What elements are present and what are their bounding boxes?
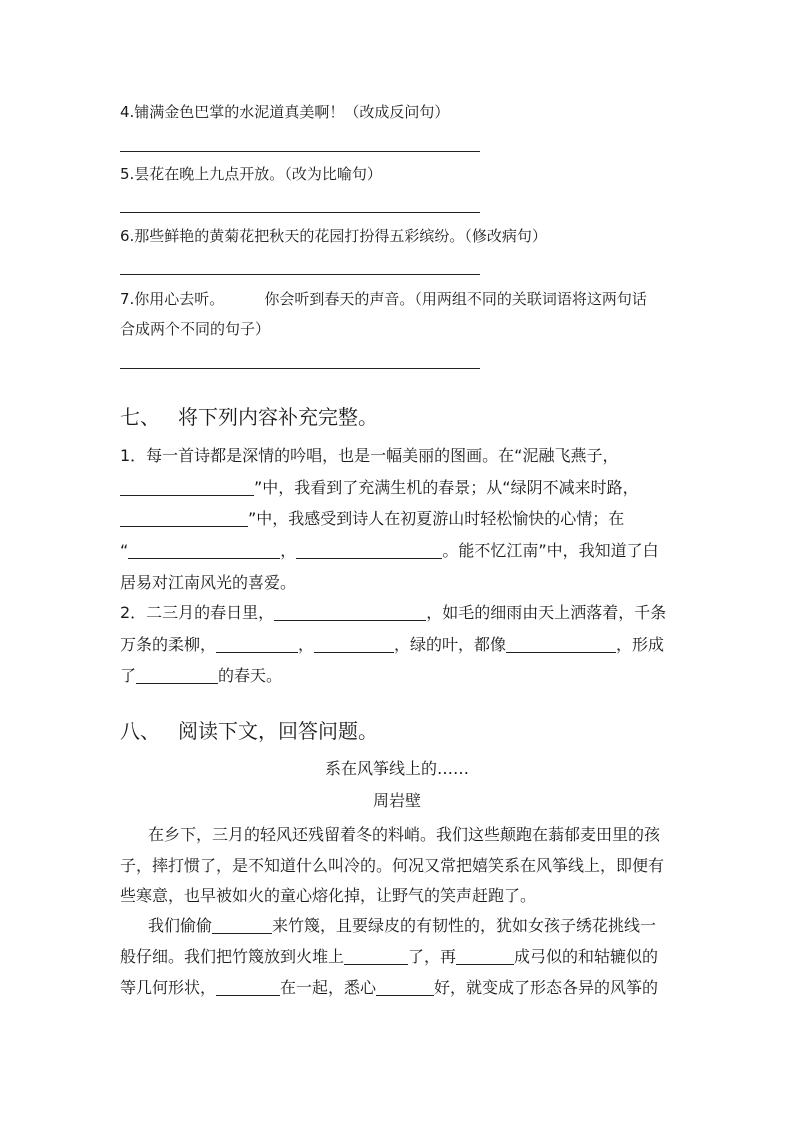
s7-item1-line2 xyxy=(120,472,680,504)
s7-item1-line2-text: ”中，我看到了充满生机的春景；从“绿阴不减来时路， xyxy=(254,478,639,497)
s7-item2-line3-text-b: 的春天。 xyxy=(218,666,283,685)
para2-line3-text-c: 好，就变成了形态各异的风筝的 xyxy=(434,978,659,997)
article-title: 系在风筝线上的…… xyxy=(324,759,469,778)
fill-blank-spring-2[interactable] xyxy=(216,634,298,653)
section-8-heading xyxy=(120,717,378,745)
s7-item2-line1 xyxy=(120,597,680,629)
answer-line-6[interactable] xyxy=(120,274,480,275)
fill-blank-spring-5[interactable] xyxy=(136,665,218,684)
question-4: 4.铺满金色巴掌的水泥道真美啊！（改成反问句） xyxy=(120,103,450,121)
s7-item2-line2-text-a: 万条的柔柳， xyxy=(120,635,217,654)
article-para2-line3 xyxy=(120,972,680,1004)
section-7-number: 七、 xyxy=(120,405,160,429)
s7-item2-line2-text-d: ，形成 xyxy=(616,635,665,654)
article-para1-line2: 子，摔打惯了，是不知道什么叫冷的。何况又常把嬉笑系在风筝线上，即便有 xyxy=(120,856,665,875)
para2-line1-text-b: 来竹篾，且要绿皮的有韧性的，犹如女孩子绣花挑线一 xyxy=(272,916,657,935)
s7-item1-line4-text: 。能不忆江南”中，我知道了白 xyxy=(442,541,659,560)
fill-blank-article-4[interactable] xyxy=(216,977,280,996)
fill-blank-spring-1[interactable] xyxy=(274,602,426,621)
para2-line2-text-c: 成弓似的和轱辘似的 xyxy=(514,947,659,966)
article-author: 周岩壁 xyxy=(372,791,421,810)
question-7-sentence-b: 你会听到春天的声音。（用两组不同的关联词语将这两句话 xyxy=(264,290,647,308)
fill-blank-spring-3[interactable] xyxy=(314,634,394,653)
s7-item2-line1-text-a: 2．二三月的春日里， xyxy=(120,603,275,622)
s7-item2-line3-text-a: 了 xyxy=(120,666,137,685)
question-7-line-1 xyxy=(120,288,647,310)
answer-line-7[interactable] xyxy=(120,368,480,369)
answer-line-5[interactable] xyxy=(120,212,480,213)
para2-line2-text-b: 了，再 xyxy=(408,947,457,966)
fill-blank-poem-1[interactable] xyxy=(120,477,254,496)
s7-item1-line4 xyxy=(120,535,680,567)
s7-item1-line1: 1．每一首诗都是深情的吟唱，也是一幅美丽的图画。在“泥融飞燕子， xyxy=(120,446,619,465)
article-para1-line1: 在乡下，三月的轻风还残留着冬的料峭。我们这些颠跑在蓊郁麦田里的孩 xyxy=(148,825,661,844)
para2-line1-text-a: 我们偷偷 xyxy=(148,916,213,935)
fill-blank-article-2[interactable] xyxy=(344,946,408,965)
article-para2-line2 xyxy=(120,941,680,973)
fill-blank-article-3[interactable] xyxy=(456,946,514,965)
para2-line2-text-a: 般仔细。我们把竹篾放到火堆上 xyxy=(120,947,345,966)
s7-item1-line3 xyxy=(120,503,680,535)
s7-item1-line3-text: ”中，我感受到诗人在初夏游山时轻松愉快的心情；在 xyxy=(248,509,625,528)
s7-item2-line3 xyxy=(120,660,680,692)
fill-blank-poem-2[interactable] xyxy=(120,508,248,527)
section-8-title: 阅读下文，回答问题。 xyxy=(178,719,378,743)
question-7-sentence-a: 7.你用心去听。 xyxy=(120,290,225,308)
s7-item1-line5: 居易对江南风光的喜爱。 xyxy=(120,573,297,592)
comma: ， xyxy=(280,541,297,560)
section-8-number: 八、 xyxy=(120,719,160,743)
fill-blank-poem-4[interactable] xyxy=(296,540,442,559)
question-6: 6.那些鲜艳的黄菊花把秋天的花园打扮得五彩缤纷。（修改病句） xyxy=(120,227,547,245)
para2-line3-text-a: 等几何形状， xyxy=(120,978,217,997)
s7-item2-line1-text-b: ，如毛的细雨由天上洒落着，千条 xyxy=(426,603,667,622)
section-7-title: 将下列内容补充完整。 xyxy=(178,405,378,429)
fill-blank-article-5[interactable] xyxy=(376,977,434,996)
fill-blank-spring-4[interactable] xyxy=(506,634,616,653)
fill-blank-poem-3[interactable] xyxy=(128,540,280,559)
article-para1-line3: 些寒意，也早被如火的童心熔化掉，让野气的笑声赶跑了。 xyxy=(120,886,537,905)
section-7-heading xyxy=(120,403,378,431)
para2-line3-text-b: 在一起，悉心 xyxy=(280,978,377,997)
s7-item2-line2-text-c: ，绿的叶，都像 xyxy=(394,635,507,654)
s7-item2-line2 xyxy=(120,629,680,661)
open-quote: “ xyxy=(120,541,129,560)
question-7-line-2: 合成两个不同的句子） xyxy=(120,320,271,338)
fill-blank-article-1[interactable] xyxy=(212,915,272,934)
s7-item2-line2-comma: ， xyxy=(298,635,315,654)
answer-line-4[interactable] xyxy=(120,151,480,152)
article-para2-line1 xyxy=(120,910,708,942)
question-5: 5.昙花在晚上九点开放。（改为比喻句） xyxy=(120,165,382,183)
